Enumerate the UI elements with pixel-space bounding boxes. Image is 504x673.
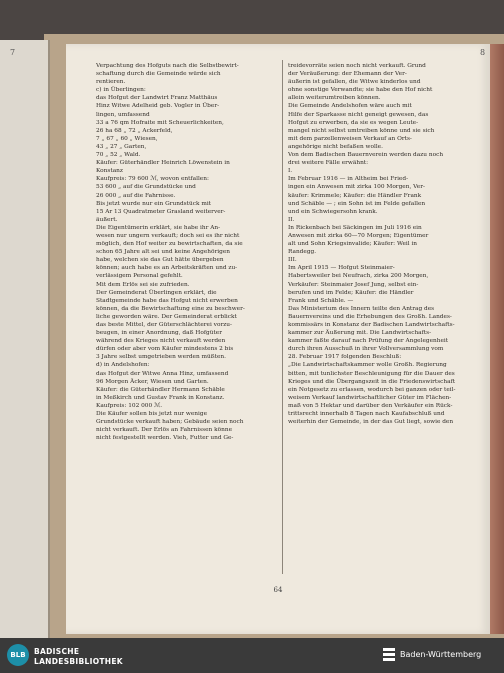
left-page-edge (0, 40, 50, 638)
blb-logo-icon[interactable]: BLB (7, 644, 29, 666)
left-margin-number: 7 (10, 48, 16, 57)
text-column-right: treidevorräte seien noch nicht verkauft. Grund der Veräußerung: der Ehemann der Ver- äußerin ist gefallen, die Witwe kinderlos und ohne sonstige Verwandte; sie habe den Hof nicht allein weiterumtreiben können. Die Gemeinde Andelshofen wäre auch mit Hilfe der Sparkasse nicht geneigt gewesen, das Hofgut zu erwerben, da sie es wegen Leute- mangel nicht selbst umtreiben könne und sie sich mit dem parzellenweisen Verkauf an Orts- angehörige nicht befaßen wolle. Von dem Badischen Bauernverein werden dazu noch drei weitere Fälle erwähnt: I. Im Februar 1916 — in Altheim bei Fried- ingen ein Anwesen mit zirka 100 Morgen, Ver- käufer: Krimmele; Käufer: die Händler Frank und Schäble — ; ein Sohn ist im Felde gefallen und ein Schwiegersohn krank. II. In Rickenbach bei Säckingen im Juli 1916 ein Anwesen mit zirka 60—70 Morgen; Eigentümer alt und Sohn Kriegsinvalide; Käufer: Weil in Randegg. III. Im April 1915 — Hofgut Steinmaier- Habertsweiler bei Neufrach, zirka 200 Morgen, Verkäufer: Steinmaier Josef Jung, selbst ein- berufen und im Felde; Käufer: die Händler Frank und Schäble. — Das Ministerium des Innern teilte den Antrag des Bauernvereins und die Erhebungen des Großh. Landes- kommissärs in Konstanz der Badischen Landwirtschafts- kammer zur Äußerung mit. Die Landwirtschafts- kammer faßte darauf nach Prüfung der Angelegenheit durch ihren Ausschuß in ihrer Vollversammlung vom 28. Februar 1917 folgenden Beschluß: „Die Landwirtschaftskammer wolle Großh. Regierung bitten, mit tunlichster Beschleunigung für die Dauer des Krieges und die Übergangszeit in die Friedenswirtschaft ein Notgesetz zu erlassen, wodurch bei ganzen oder teil- weisem Verkauf landwirtschaftlicher Güter im Flächen- maß von 5 Hektar und darüber den Verkäufer ein Rück- trittsrecht innerhalb 8 Tagen nach Kaufabschluß und weiterhin der Gemeinde, in der das Gut liegt, sowie den (288, 63, 456, 426)
library-name-line1[interactable]: BADISCHE (34, 647, 80, 656)
library-name-line2[interactable]: LANDESBIBLIOTHEK (34, 657, 123, 666)
baden-wuerttemberg-emblem-icon (382, 647, 396, 665)
right-margin-number: 8 (480, 48, 486, 57)
page-edge-strip (490, 44, 504, 634)
text-column-left: Verpachtung des Hofguts nach die Selbstbewirt- schaftung durch die Gemeinde würde sich rentieren. c) in Überlingen: das Hofgut der Landwirt Franz Matthäus Hinz Witwe Adelheid geb. Vogler in Über- lingen, umfassend 33 a 76 qm Hofraite mit Scheuerlichkeiten, 26 ha 68 „ 72 „ Ackerfeld, 7 „ 67 „ 60 „ Wiesen, 43 „ 27 „ Garten, 70 „ 52 „ Wald. Käufer: Güterhändler Heinrich Löwenstein in Konstanz Kaufpreis: 79 600 ℳ, wovon entfallen: 53 600 „ auf die Grundstücke und 26 000 „ auf die Fahrnisse. Bis jetzt wurde nur ein Grundstück mit 15 Ar 13 Quadratmeter Grasland weiterver- äußert. Die Eigentümerin erklärt, sie habe ihr An- wesen nur ungern verkauft; doch sei es ihr nicht möglich, den Hof weiter zu bewirtschaften, da sie schon 65 Jahre alt sei und keine Angehörigen habe, welchen sie das Gut hätte übergeben können; auch habe es an Arbeitskräften und zu- verlässigem Personal gefehlt. Mit dem Erlös sei sie zufrieden. Der Gemeinderat Überlingen erklärt, die Stadtgemeinde habe das Hofgut nicht erwerben können, da die Bewirtschaftung eine zu beschwer- liche geworden wäre. Der Gemeinderat erblickt das beste Mittel, der Güterschlächterei vorzu- beugen, in einer Anordnung, daß Hofgüter während des Krieges nicht verkauft werden dürfen oder aber vom Käufer mindestens 2 bis 3 Jahre selbst umgetrieben werden müßten. d) in Andelshofen: das Hofgut der Witwe Anna Hinz, umfassend 96 Morgen Äcker, Wiesen und Garten. Käufer: die Güterhändler Hermann Schäble in Meßkirch und Gustav Frank in Konstanz. Kaufpreis: 102 000 ℳ. Die Käufer sollen bis jetzt nur wenige Grundstücke verkauft haben; Gebäude seien noch nicht verkauft. Der Erlös an Fahrnissen könne nicht festgestellt werden. Vieh, Futter und Ge- (96, 63, 245, 442)
column-divider (282, 60, 283, 574)
footer-bar (0, 638, 504, 673)
page-number: 64 (273, 586, 283, 594)
region-label[interactable]: Baden-Württemberg (400, 650, 482, 659)
book-page (10, 44, 490, 634)
